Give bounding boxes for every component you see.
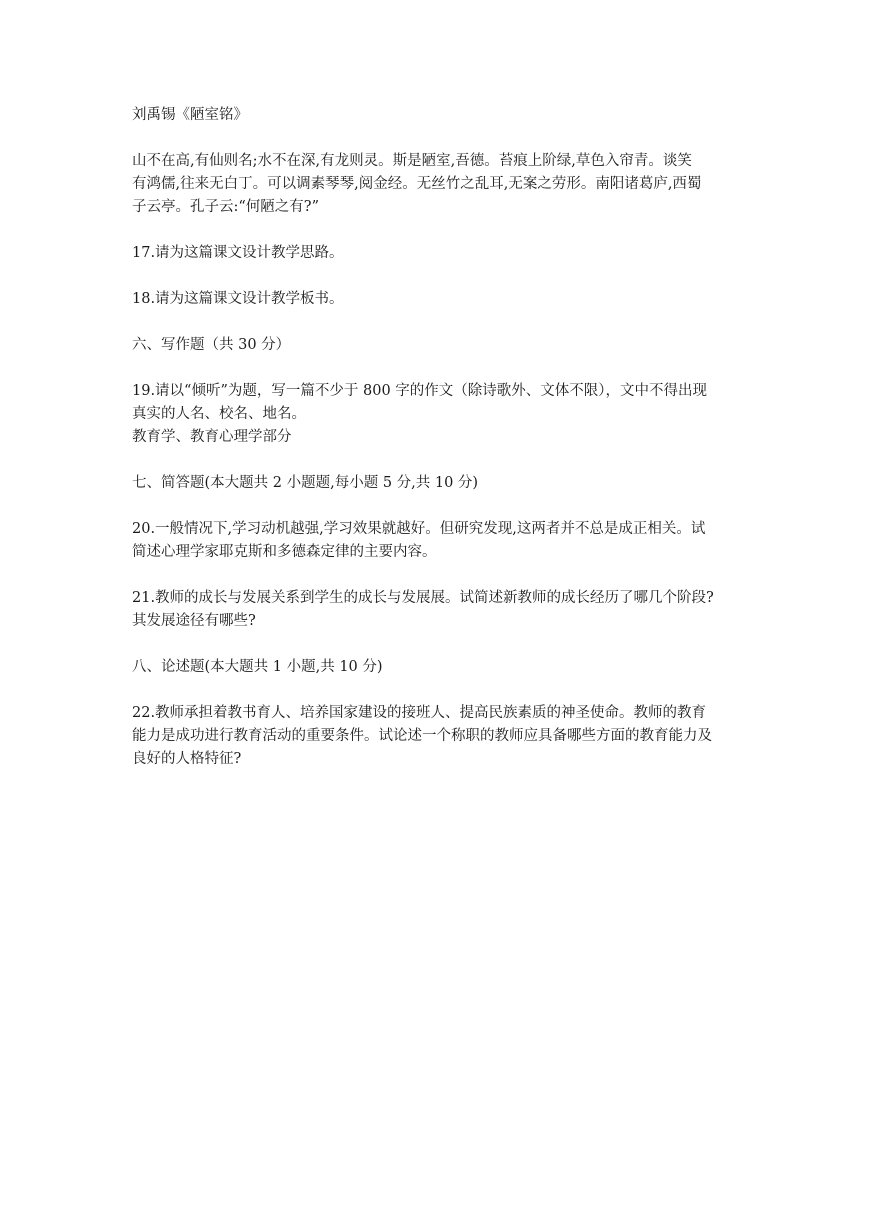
text-line: 七、简答题(本大题共 2 小题题,每小题 5 分,共 10 分) bbox=[132, 475, 479, 491]
text-line: 21.教师的成长与发展关系到学生的成长与发展展。试简述新教师的成长经历了哪几个阶段? bbox=[132, 590, 714, 606]
text-line: 真实的人名、校名、地名。 bbox=[132, 406, 306, 422]
spacer bbox=[132, 219, 742, 242]
text-line: 刘禹锡《陋室铭》 bbox=[132, 107, 248, 123]
section-heading-essay bbox=[132, 656, 742, 679]
spacer bbox=[132, 265, 742, 288]
question-17 bbox=[132, 242, 742, 265]
question-18 bbox=[132, 288, 742, 311]
spacer bbox=[132, 311, 742, 334]
spacer bbox=[132, 633, 742, 656]
spacer bbox=[132, 679, 742, 702]
spacer bbox=[132, 495, 742, 518]
text-line: 22.教师承担着教书育人、培养国家建设的接班人、提高民族素质的神圣使命。教师的教育 bbox=[132, 705, 707, 721]
question-22 bbox=[132, 702, 742, 771]
text-line: 简述心理学家耶克斯和多德森定律的主要内容。 bbox=[132, 544, 437, 560]
question-19 bbox=[132, 380, 742, 449]
text-line: 18.请为这篇课文设计教学板书。 bbox=[132, 291, 344, 307]
section-heading-writing bbox=[132, 334, 742, 357]
text-line: 六、写作题（共 30 分） bbox=[132, 337, 291, 353]
text-line: 其发展途径有哪些? bbox=[132, 613, 256, 629]
text-line: 八、论述题(本大题共 1 小题,共 10 分) bbox=[132, 659, 383, 675]
text-line: 能力是成功进行教育活动的重要条件。试论述一个称职的教师应具备哪些方面的教育能力及 bbox=[132, 728, 712, 744]
spacer bbox=[132, 449, 742, 472]
text-line: 有鸿儒,往来无白丁。可以调素琴琴,阅金经。无丝竹之乱耳,无案之劳形。南阳诸葛庐,西蜀 bbox=[132, 176, 702, 192]
question-21 bbox=[132, 587, 742, 633]
document-page bbox=[132, 104, 742, 771]
text-line: 子云亭。孔子云:“何陋之有?” bbox=[132, 199, 319, 215]
text-line: 19.请以“倾听”为题，写一篇不少于 800 字的作文（除诗歌外、文体不限），文中不得出现 bbox=[132, 383, 708, 399]
question-20 bbox=[132, 518, 742, 564]
part-heading: 教育学、教育心理学部分 bbox=[132, 429, 292, 445]
passage-text bbox=[132, 150, 742, 219]
spacer bbox=[132, 564, 742, 587]
text-line: 山不在高,有仙则名;水不在深,有龙则灵。斯是陋室,吾德。苔痕上阶绿,草色入帘青。谈笑 bbox=[132, 153, 692, 169]
text-line: 17.请为这篇课文设计教学思路。 bbox=[132, 245, 344, 261]
spacer bbox=[132, 357, 742, 380]
section-heading-short-answer bbox=[132, 472, 742, 495]
text-line: 20.一般情况下,学习动机越强,学习效果就越好。但研究发现,这两者并不总是成正相关。试 bbox=[132, 521, 706, 537]
text-line: 良好的人格特征? bbox=[132, 751, 242, 767]
passage-title bbox=[132, 104, 742, 127]
spacer bbox=[132, 127, 742, 150]
